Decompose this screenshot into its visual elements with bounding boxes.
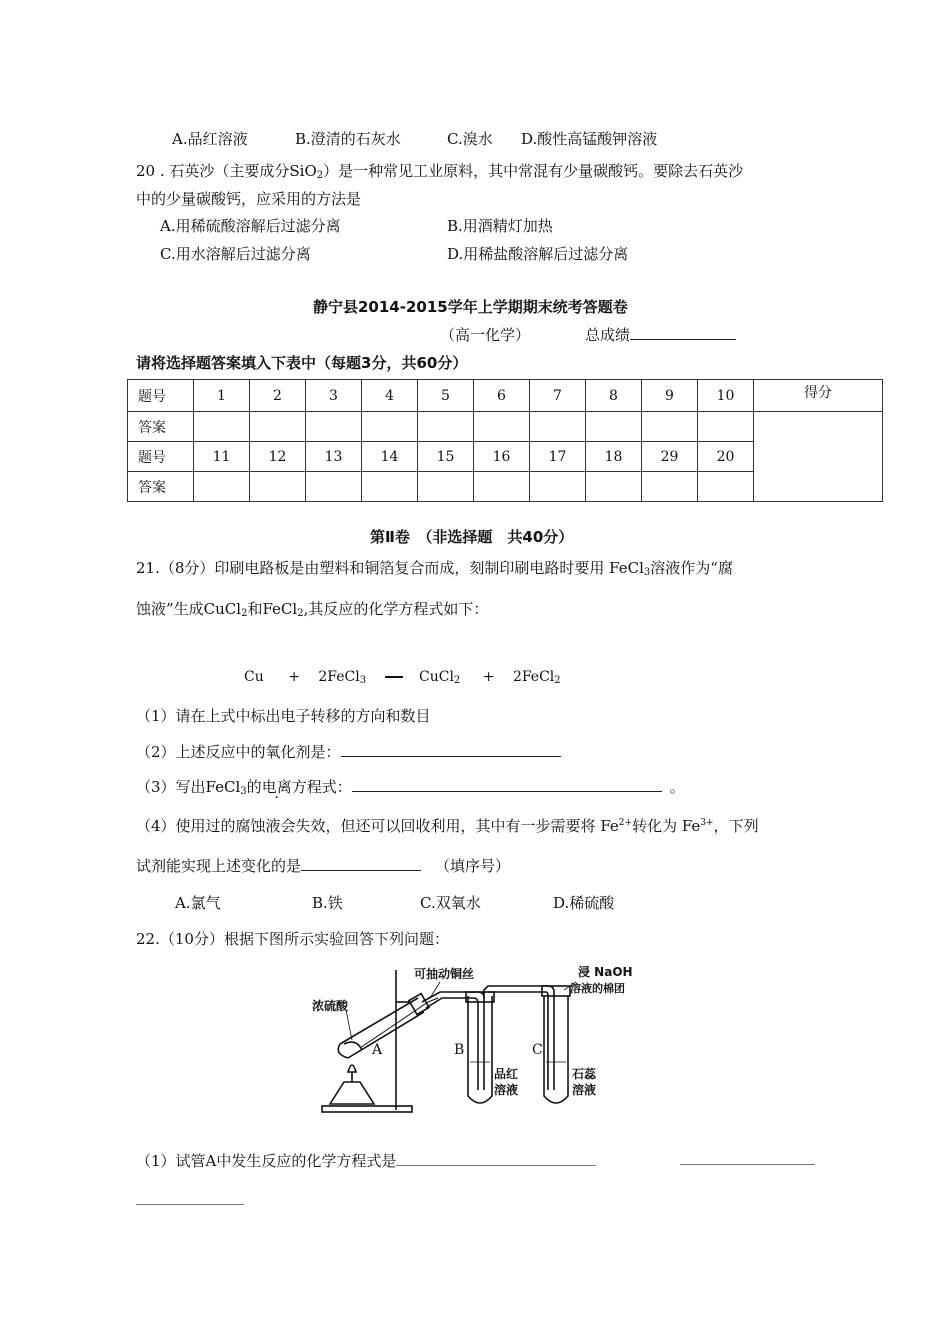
q20-stem-line2: 中的少量碳酸钙，应采用的方法是 <box>136 190 362 208</box>
answer-cell[interactable] <box>698 412 754 442</box>
q21-option-c: C.双氧水 <box>420 894 481 912</box>
q21-sub3: （3）写出FeCl$_3$的电离方程式： 。 <box>136 778 685 797</box>
question-number: 10 <box>698 380 754 412</box>
q20-option-c: C.用水溶解后过滤分离 <box>160 245 311 263</box>
oxidizer-blank[interactable] <box>341 742 561 757</box>
reagent-blank[interactable] <box>301 856 421 871</box>
reaction-equation-blank-2[interactable] <box>680 1150 815 1165</box>
label-b: B <box>454 1042 465 1058</box>
experiment-apparatus-diagram <box>300 962 660 1122</box>
label-c: C <box>532 1042 543 1058</box>
q21-stem-line2: 蚀液”生成CuCl$_2$和FeCl$_2$,其反应的化学方程式如下： <box>136 600 489 619</box>
answer-cell[interactable] <box>586 472 642 502</box>
q21-stem-line1: 21.（8分）印刷电路板是由塑料和铜箔复合而成，刻制印刷电路时要用 FeCl$_3$溶液作为“腐 <box>136 559 733 578</box>
answer-cell[interactable] <box>530 412 586 442</box>
q22-sub1: （1）试管A中发生反应的化学方程式是 <box>136 1150 596 1171</box>
ionization-equation-blank[interactable] <box>352 777 662 792</box>
alcohol-lamp <box>330 1082 374 1104</box>
q20-stem-line1: 20 . 石英沙（主要成分SiO$_2$）是一种常见工业原料，其中常混有少量碳酸钙。要除去石英沙 <box>136 162 744 181</box>
question-number: 8 <box>586 380 642 412</box>
answer-cell[interactable] <box>194 472 250 502</box>
table-row <box>128 380 883 412</box>
question-number: 17 <box>530 442 586 472</box>
q20-option-b: B.用酒精灯加热 <box>447 217 553 235</box>
answer-cell[interactable] <box>250 412 306 442</box>
answer-label: 答案 <box>128 472 194 502</box>
question-number: 20 <box>698 442 754 472</box>
copper-wire <box>360 1002 428 1048</box>
tube-a-lower <box>348 1012 424 1058</box>
q19-option-c: C.溴水 <box>447 130 493 148</box>
stand-base <box>322 1106 412 1112</box>
tube-a-bottom <box>338 1044 348 1058</box>
question-number: 5 <box>418 380 474 412</box>
question-number: 14 <box>362 442 418 472</box>
score-header: 得分 <box>754 380 883 412</box>
q21-sub1: （1）请在上式中标出电子转移的方向和数目 <box>136 707 431 725</box>
delivery-tube-1 <box>422 992 484 1090</box>
question-number: 9 <box>642 380 698 412</box>
q22-sub1-line2 <box>136 1190 244 1209</box>
answer-cell[interactable] <box>698 472 754 502</box>
answer-cell[interactable] <box>474 472 530 502</box>
q21-option-b: B.铁 <box>312 894 343 912</box>
answer-cell[interactable] <box>194 412 250 442</box>
q21-sub4-line1: （4）使用过的腐蚀液会失效，但还可以回收利用，其中有一步需要将 $Fe^{2+}$转化为 $Fe^{3+}$，下列 <box>136 817 759 835</box>
answer-label: 答案 <box>128 412 194 442</box>
q22-intro: 22.（10分）根据下图所示实验回答下列问题： <box>136 930 449 948</box>
reaction-equation-blank[interactable] <box>396 1151 596 1166</box>
part2-title: 第Ⅱ卷 （非选择题 共40分） <box>370 528 574 546</box>
q21-option-a: A.氯气 <box>175 894 221 912</box>
question-number-label: 题号 <box>128 380 194 412</box>
naoh-cotton <box>542 986 570 996</box>
answer-cell[interactable] <box>642 412 698 442</box>
question-number: 13 <box>306 442 362 472</box>
total-score-blank[interactable] <box>630 325 736 340</box>
q19-option-d: D.酸性高锰酸钾溶液 <box>521 130 658 148</box>
label-conc-acid: 浓硫酸 <box>312 999 349 1013</box>
question-number: 12 <box>250 442 306 472</box>
answer-sheet-title: 静宁县2014-2015学年上学期期末统考答题卷 <box>313 298 628 316</box>
label-pinhong-1: 品红 <box>494 1067 519 1081</box>
label-movable-wire: 可抽动铜丝 <box>414 967 475 981</box>
q21-sub2: （2）上述反应中的氧化剂是： <box>136 741 561 762</box>
q21-option-d: D.稀硫酸 <box>553 894 615 912</box>
flame <box>348 1065 356 1072</box>
answer-cell[interactable] <box>362 472 418 502</box>
q19-option-b: B.澄清的石灰水 <box>295 130 401 148</box>
question-number: 11 <box>194 442 250 472</box>
label-shirui-2: 溶液 <box>572 1083 597 1097</box>
label-naoh-2: 溶液的棉团 <box>570 982 625 995</box>
q22-sub1-continuation <box>680 1150 815 1169</box>
question-number: 7 <box>530 380 586 412</box>
stopper-a <box>409 994 429 1015</box>
q21-sub4-line2: 试剂能实现上述变化的是 （填序号） <box>136 857 511 875</box>
table-row <box>128 412 883 442</box>
label-shirui-1: 石蕊 <box>572 1067 597 1081</box>
subject-label: （高一化学） <box>440 326 531 344</box>
answer-cell[interactable] <box>250 472 306 502</box>
question-number: 29 <box>642 442 698 472</box>
answer-cell[interactable] <box>418 472 474 502</box>
acid-liquid <box>344 1042 362 1050</box>
question-number: 2 <box>250 380 306 412</box>
answer-cell[interactable] <box>530 472 586 502</box>
reaction-equation: Cu + 2FeCl$_3$ CuCl$_2$ + 2FeCl$_2$ <box>244 669 561 686</box>
label-pinhong-2: 溶液 <box>494 1083 519 1097</box>
table-instruction: 请将选择题答案填入下表中（每题3分，共60分） <box>136 354 468 372</box>
question-number: 18 <box>586 442 642 472</box>
q19-option-a: A.品红溶液 <box>172 130 248 148</box>
answer-cell[interactable] <box>474 412 530 442</box>
equals-sign <box>385 676 403 678</box>
question-number: 16 <box>474 442 530 472</box>
q20-option-a: A.用稀硫酸溶解后过滤分离 <box>160 217 341 235</box>
total-score: 总成绩 <box>585 324 736 345</box>
score-cell[interactable] <box>754 412 883 502</box>
question-number: 3 <box>306 380 362 412</box>
test-tube-b <box>468 996 492 1103</box>
answer-table <box>127 379 883 502</box>
answer-cell[interactable] <box>586 412 642 442</box>
answer-cell[interactable] <box>642 472 698 502</box>
reaction-equation-blank-3[interactable] <box>136 1190 244 1205</box>
question-number-label: 题号 <box>128 442 194 472</box>
q20-option-d: D.用稀盐酸溶解后过滤分离 <box>447 245 629 263</box>
answer-cell[interactable] <box>418 412 474 442</box>
question-number: 15 <box>418 442 474 472</box>
question-number: 6 <box>474 380 530 412</box>
stopper-b <box>466 992 494 1002</box>
answer-cell[interactable] <box>306 412 362 442</box>
label-a: A <box>372 1042 383 1058</box>
question-number: 1 <box>194 380 250 412</box>
answer-cell[interactable] <box>306 472 362 502</box>
label-naoh-1: 浸 NaOH <box>578 965 633 979</box>
answer-cell[interactable] <box>362 412 418 442</box>
question-number: 4 <box>362 380 418 412</box>
